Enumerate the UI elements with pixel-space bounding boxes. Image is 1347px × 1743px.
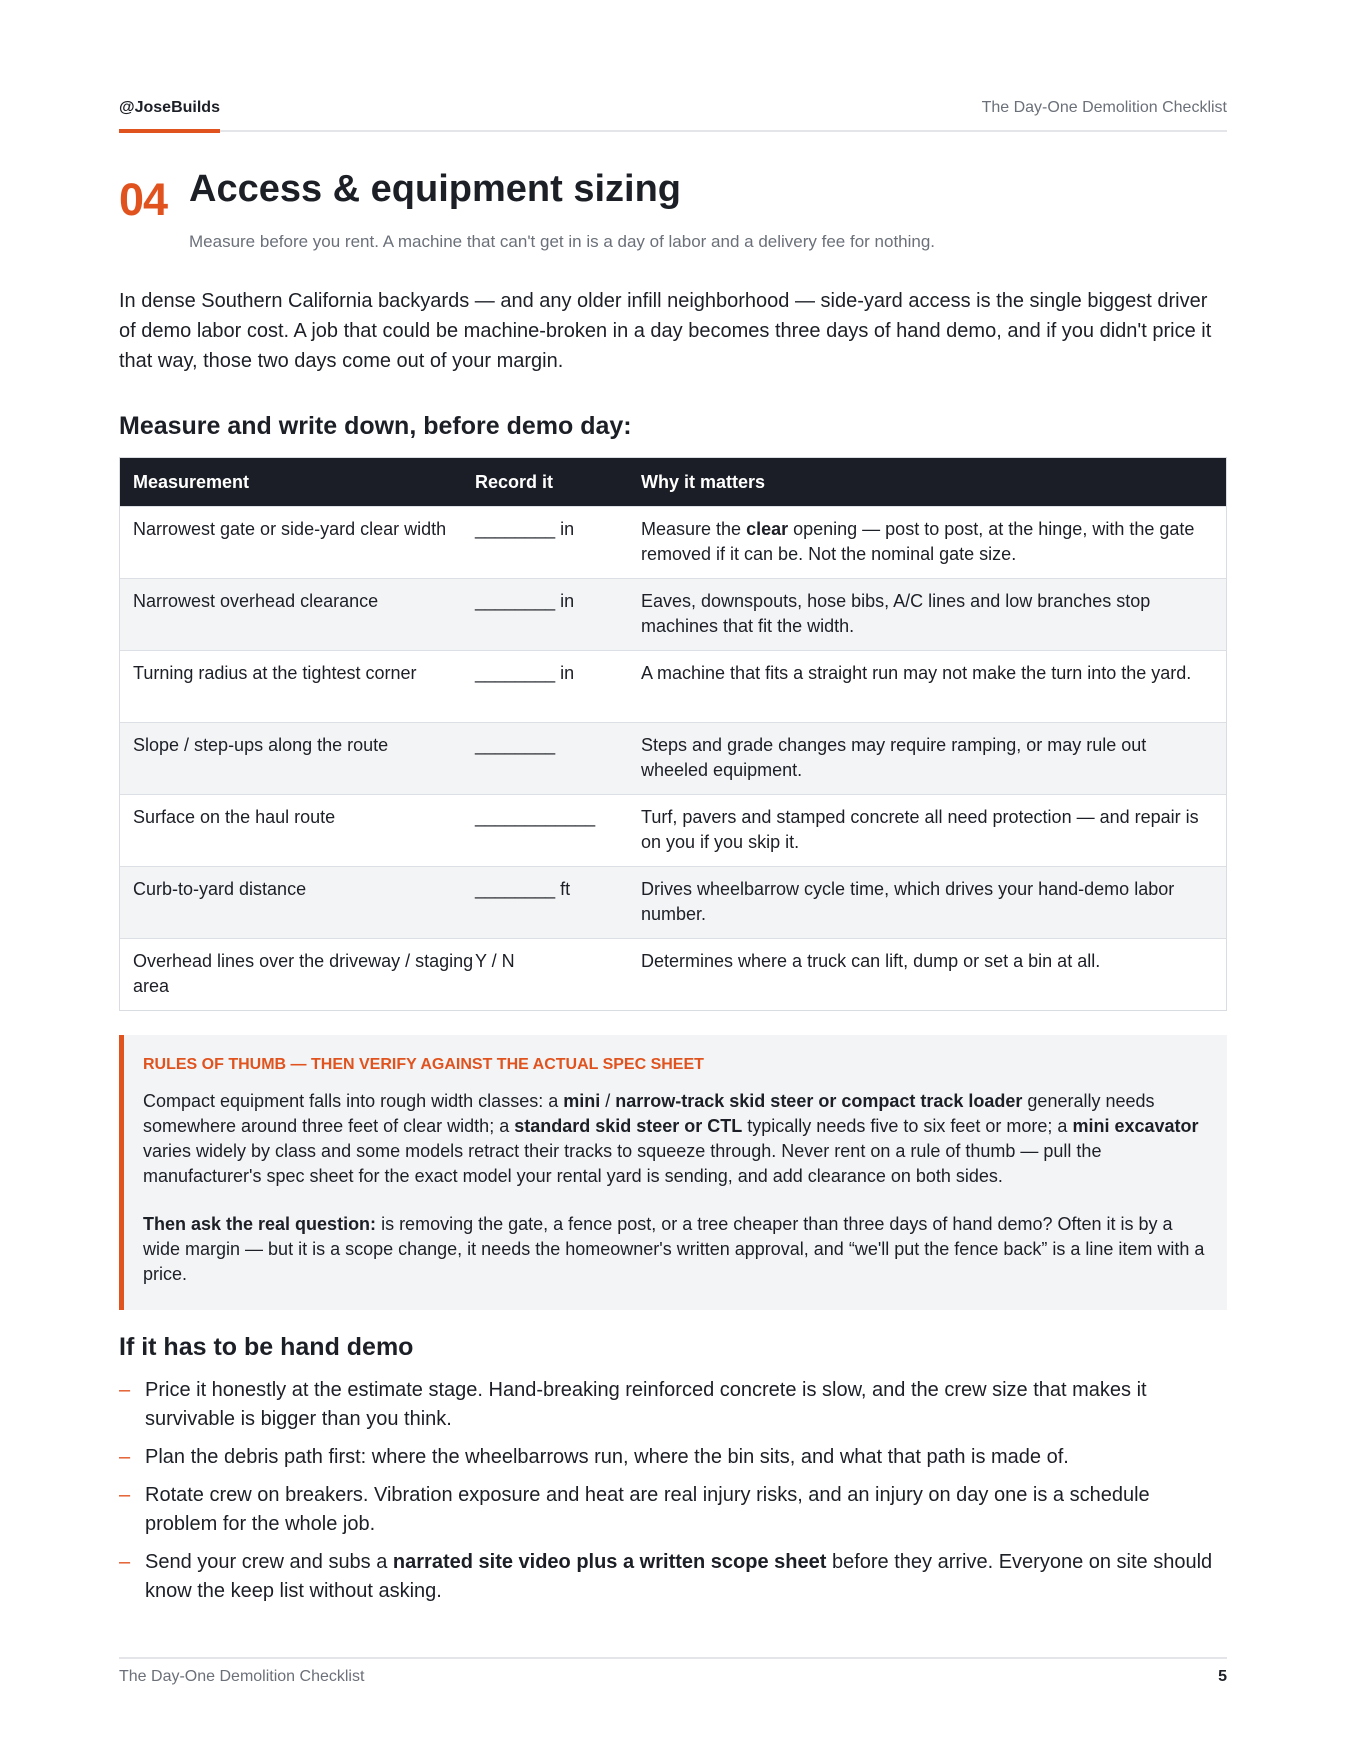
header-doc-title: The Day-One Demolition Checklist <box>981 99 1227 116</box>
page-header <box>119 98 1227 132</box>
list-item <box>119 1548 1227 1606</box>
cell-record: ________ ft <box>475 879 571 899</box>
cell-measurement: Slope / step-ups along the route <box>133 735 389 755</box>
column-header-why: Why it matters <box>641 471 766 492</box>
column-header-measurement: Measurement <box>133 471 250 492</box>
brand-handle: @JoseBuilds <box>119 99 220 116</box>
cell-measurement: Narrowest overhead clearance <box>133 591 379 611</box>
cell-why: A machine that fits a straight run may not make the turn into the yard. <box>641 663 1192 683</box>
page-number: 5 <box>1218 1668 1227 1685</box>
cell-record: Y / N <box>475 951 515 971</box>
cell-measurement: Surface on the haul route <box>133 807 336 827</box>
list-item-text: Plan the debris path first: where the wheelbarrows run, where the bin sits, and what that path is made of. <box>145 1446 1069 1468</box>
table-row <box>120 578 1226 650</box>
cell-measurement: Overhead lines over the driveway / staging area <box>133 951 474 996</box>
list-item-text: Rotate crew on breakers. Vibration exposure and heat are real injury risks, and an injury on day one is a schedule problem for the whole job. <box>145 1484 1150 1535</box>
callout-paragraph-2: Then ask the real question: is removing the gate, a fence post, or a tree cheaper than three days of hand demo? Often it is by a wide margin — but it is a scope change, it needs the homeowner's written approval, and “we'll put the fence back” is a line item with a price. <box>143 1214 1205 1284</box>
table-row <box>120 722 1226 794</box>
callout-title: RULES OF THUMB — THEN VERIFY AGAINST THE ACTUAL SPEC SHEET <box>143 1056 704 1073</box>
measurements-table <box>119 457 1227 1011</box>
cell-measurement: Curb-to-yard distance <box>133 879 307 899</box>
cell-measurement: Narrowest gate or side-yard clear width <box>133 519 447 539</box>
section-number: 04 <box>119 174 168 225</box>
cell-record: ________ <box>475 735 556 755</box>
section-title: Access & equipment sizing <box>189 168 682 210</box>
cell-record: ____________ <box>475 807 596 827</box>
table-body <box>120 506 1226 1010</box>
dash-bullet: – <box>119 1551 131 1573</box>
cell-record: ________ in <box>475 519 575 539</box>
section-subtitle: Measure before you rent. A machine that can't get in is a day of labor and a delivery fee for nothing. <box>189 232 936 251</box>
footer-divider <box>119 1657 1227 1659</box>
table-row <box>120 866 1226 938</box>
cell-why: Measure the clear opening — post to post, at the hinge, with the gate removed if it can be. Not the nominal gate size. <box>641 519 1195 564</box>
cell-measurement: Turning radius at the tightest corner <box>133 663 417 683</box>
list-item <box>119 1376 1227 1434</box>
dash-bullet: – <box>119 1484 131 1506</box>
table-row <box>120 938 1226 1010</box>
cell-why: Turf, pavers and stamped concrete all need protection — and repair is on you if you skip it. <box>641 807 1199 852</box>
cell-record: ________ in <box>475 591 575 611</box>
document-page <box>119 0 1227 1743</box>
cell-record: ________ in <box>475 663 575 683</box>
cell-why: Drives wheelbarrow cycle time, which drives your hand-demo labor number. <box>641 879 1175 924</box>
dash-bullet: – <box>119 1446 131 1468</box>
measure-heading: Measure and write down, before demo day: <box>119 412 632 440</box>
list-item <box>119 1443 1227 1472</box>
header-accent-bar <box>119 129 220 133</box>
rules-of-thumb-callout <box>119 1035 1227 1310</box>
list-item <box>119 1481 1227 1539</box>
dash-bullet: – <box>119 1379 131 1401</box>
list-item-text: Price it honestly at the estimate stage. Hand-breaking reinforced concrete is slow, and the crew size that makes it survivable is bigger than you think. <box>145 1379 1147 1430</box>
list-item-text: Send your crew and subs a narrated site video plus a written scope sheet before they arrive. Everyone on site should know the keep list without asking. <box>145 1551 1213 1602</box>
hand-demo-list <box>119 1376 1227 1615</box>
table-row <box>120 650 1226 722</box>
table-row <box>120 794 1226 866</box>
table-row <box>120 506 1226 578</box>
table-header-row <box>120 458 1226 506</box>
column-header-record: Record it <box>475 471 554 492</box>
intro-paragraph: In dense Southern California backyards — and any older infill neighborhood — side-yard access is the single biggest driver of demo labor cost. A job that could be machine-broken in a day becomes three days of hand demo, and if you didn't price it that way, those two days come out of your margin. <box>119 290 1212 372</box>
footer-doc-title: The Day-One Demolition Checklist <box>119 1668 365 1685</box>
hand-demo-heading: If it has to be hand demo <box>119 1333 414 1361</box>
cell-why: Eaves, downspouts, hose bibs, A/C lines and low branches stop machines that fit the width. <box>641 591 1151 636</box>
cell-why: Determines where a truck can lift, dump or set a bin at all. <box>641 951 1101 971</box>
callout-paragraph-1: Compact equipment falls into rough width classes: a mini / narrow-track skid steer or compact track loader generally needs somewhere around three feet of clear width; a standard skid steer or CTL typically needs five to six feet or more; a mini excavator varies widely by class and some models retract their tracks to squeeze through. Never rent on a rule of thumb — pull the manufacturer's spec sheet for the exact model your rental yard is sending, and add clearance on both sides. <box>143 1091 1199 1186</box>
cell-why: Steps and grade changes may require ramping, or may rule out wheeled equipment. <box>641 735 1147 780</box>
